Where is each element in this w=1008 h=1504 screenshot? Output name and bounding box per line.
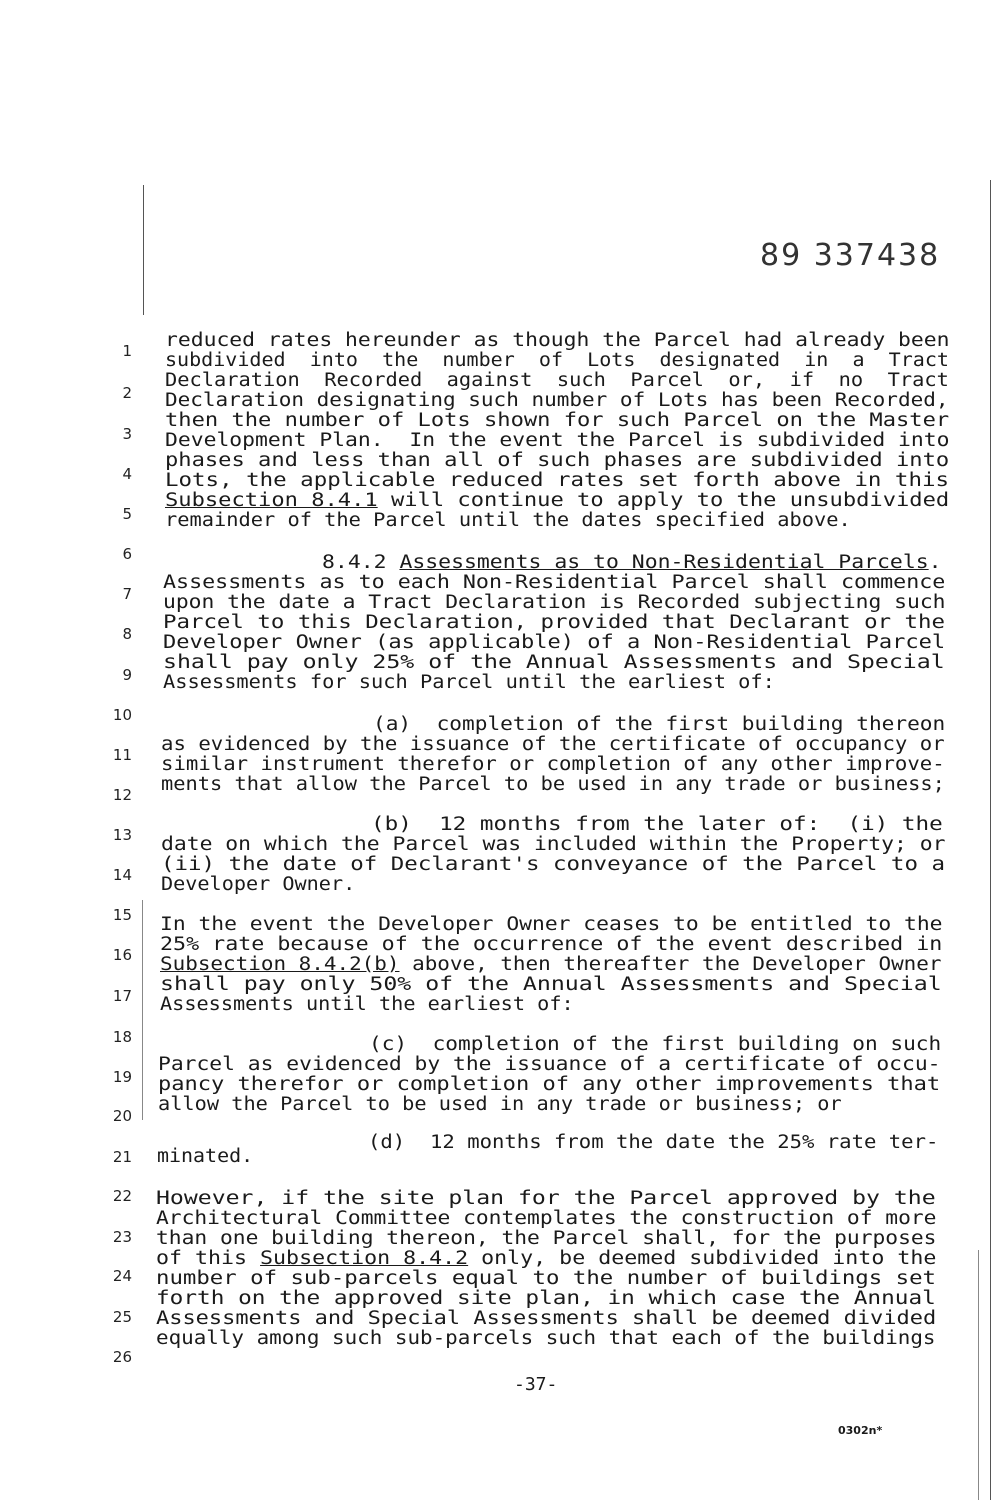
line-number: 5	[122, 505, 132, 523]
text-line: ments that allow the Parcel to be used in any trade or business;	[161, 774, 945, 795]
text-line: Declaration Recorded against such Parcel or, if no Tract	[165, 370, 949, 391]
text-line: Development Plan. In the event the Parcel is subdivided into	[165, 430, 950, 451]
text-line: Architectural Committee contemplates the construction of more	[156, 1208, 937, 1229]
line-number: 16	[112, 946, 132, 964]
text-line: then the number of Lots shown for such Parcel on the Master	[165, 410, 950, 431]
line-number: 4	[122, 465, 132, 483]
line-number: 22	[112, 1187, 132, 1205]
text-line: (ii) the date of Declarant's conveyance of the Parcel to a	[161, 854, 946, 875]
section-heading: 8.4.2 Assessments as to Non-Residential Parcels.	[322, 552, 942, 573]
text-line: Developer Owner (as applicable) of a Non-Residential Parcel	[163, 632, 946, 653]
text-line: forth on the approved site plan, in which case the Annual	[156, 1288, 936, 1309]
line-number: 12	[112, 786, 132, 804]
text-line: Assessments until the earliest of:	[160, 994, 574, 1015]
text-line: minated.	[157, 1146, 254, 1167]
text-line: subdivided into the number of Lots designated in a Tract	[165, 350, 949, 371]
text-line: of this Subsection 8.4.2 only, be deemed subdivided into the	[156, 1248, 937, 1269]
document-code: 0302n*	[838, 1424, 883, 1437]
text-line: reduced rates hereunder as though the Parcel had already been	[165, 330, 950, 351]
line-number: 25	[112, 1308, 132, 1326]
text-line: equally among such sub-parcels such that each of the buildings	[156, 1328, 936, 1349]
text-line: number of sub-parcels equal to the number of buildings set	[156, 1268, 937, 1289]
section-title: Assessments as to Non-Residential Parcels	[399, 552, 929, 573]
text-line: 25% rate because of the occurrence of the event described in	[160, 934, 943, 955]
line-number: 13	[112, 826, 132, 844]
line-number: 18	[112, 1028, 132, 1046]
text-line: Assessments and Special Assessments shall be deemed divided	[156, 1308, 937, 1329]
text-line: shall pay only 50% of the Annual Assessments and Special	[160, 974, 942, 995]
recording-number: 89 337438	[760, 238, 941, 273]
list-item-b: (b) 12 months from the later of: (i) the	[371, 814, 943, 835]
list-item-d: (d) 12 months from the date the 25% rate ter-	[368, 1132, 939, 1153]
text-line: Lots, the applicable reduced rates set forth above in this	[165, 470, 950, 491]
line-number: 8	[122, 625, 132, 643]
line-number: 23	[112, 1228, 132, 1246]
scan-right-edge	[978, 1250, 979, 1500]
line-number: 14	[112, 866, 132, 884]
text-line: Assessments for such Parcel until the earliest of:	[163, 672, 775, 693]
text-line: Assessments as to each Non-Residential Parcel shall commence	[163, 572, 946, 593]
text-line: remainder of the Parcel until the dates specified above.	[165, 510, 851, 531]
text-line: as evidenced by the issuance of the certificate of occupancy or	[161, 734, 945, 755]
text-line: than one building thereon, the Parcel shall, for the purposes	[156, 1228, 937, 1249]
line-number: 9	[122, 666, 132, 684]
list-item-a: (a) completion of the first building thereon	[373, 714, 946, 735]
text-line: date on which the Parcel was included within the Property; or	[161, 834, 946, 855]
scan-margin-line	[143, 185, 144, 315]
line-number: 7	[122, 585, 132, 603]
page-number: -37-	[514, 1374, 558, 1395]
text-line: Parcel to this Declaration, provided that Declarant or the	[163, 612, 946, 633]
line-number: 3	[122, 425, 132, 443]
text-line: However, if the site plan for the Parcel approved by the	[156, 1188, 936, 1209]
line-number: 6	[122, 545, 132, 563]
line-number: 20	[112, 1107, 132, 1125]
text-line: phases and less than all of such phases are subdivided into	[165, 450, 950, 471]
text-line: upon the date a Tract Declaration is Recorded subjecting such	[163, 592, 946, 613]
text-line: similar instrument therefor or completion of any other improve-	[161, 754, 945, 775]
text-line: allow the Parcel to be used in any trade or business; or	[158, 1094, 842, 1115]
scan-right-edge	[990, 180, 991, 1500]
text-line: Parcel as evidenced by the issuance of a certificate of occu-	[158, 1054, 941, 1075]
line-number: 19	[112, 1068, 132, 1086]
line-number: 21	[112, 1148, 132, 1166]
text-line: Subsection 8.4.1 will continue to apply to the unsubdivided	[165, 490, 950, 511]
line-number: 24	[112, 1267, 132, 1285]
line-number: 2	[122, 384, 132, 402]
subsection-reference: Subsection 8.4.1	[165, 490, 378, 511]
line-number: 26	[112, 1348, 132, 1366]
line-number: 15	[112, 906, 132, 924]
text-line: Subsection 8.4.2(b) above, then thereafter the Developer Owner	[160, 954, 942, 975]
text-line: shall pay only 25% of the Annual Assessments and Special	[163, 652, 945, 673]
list-item-c: (c) completion of the first building on such	[369, 1034, 942, 1055]
text-line: pancy therefor or completion of any other improvements that	[158, 1074, 941, 1095]
text-line: In the event the Developer Owner ceases to be entitled to the	[160, 914, 943, 935]
line-number: 17	[112, 987, 132, 1005]
text-line: Developer Owner.	[161, 874, 356, 895]
scan-margin-line	[142, 900, 143, 1120]
line-number: 11	[112, 746, 132, 764]
line-number: 1	[122, 342, 132, 360]
subsection-reference: Subsection 8.4.2	[260, 1248, 469, 1269]
text-line: Declaration designating such number of Lots has been Recorded,	[165, 390, 949, 411]
subsection-reference: Subsection 8.4.2(b)	[160, 954, 400, 975]
line-number: 10	[112, 706, 132, 724]
